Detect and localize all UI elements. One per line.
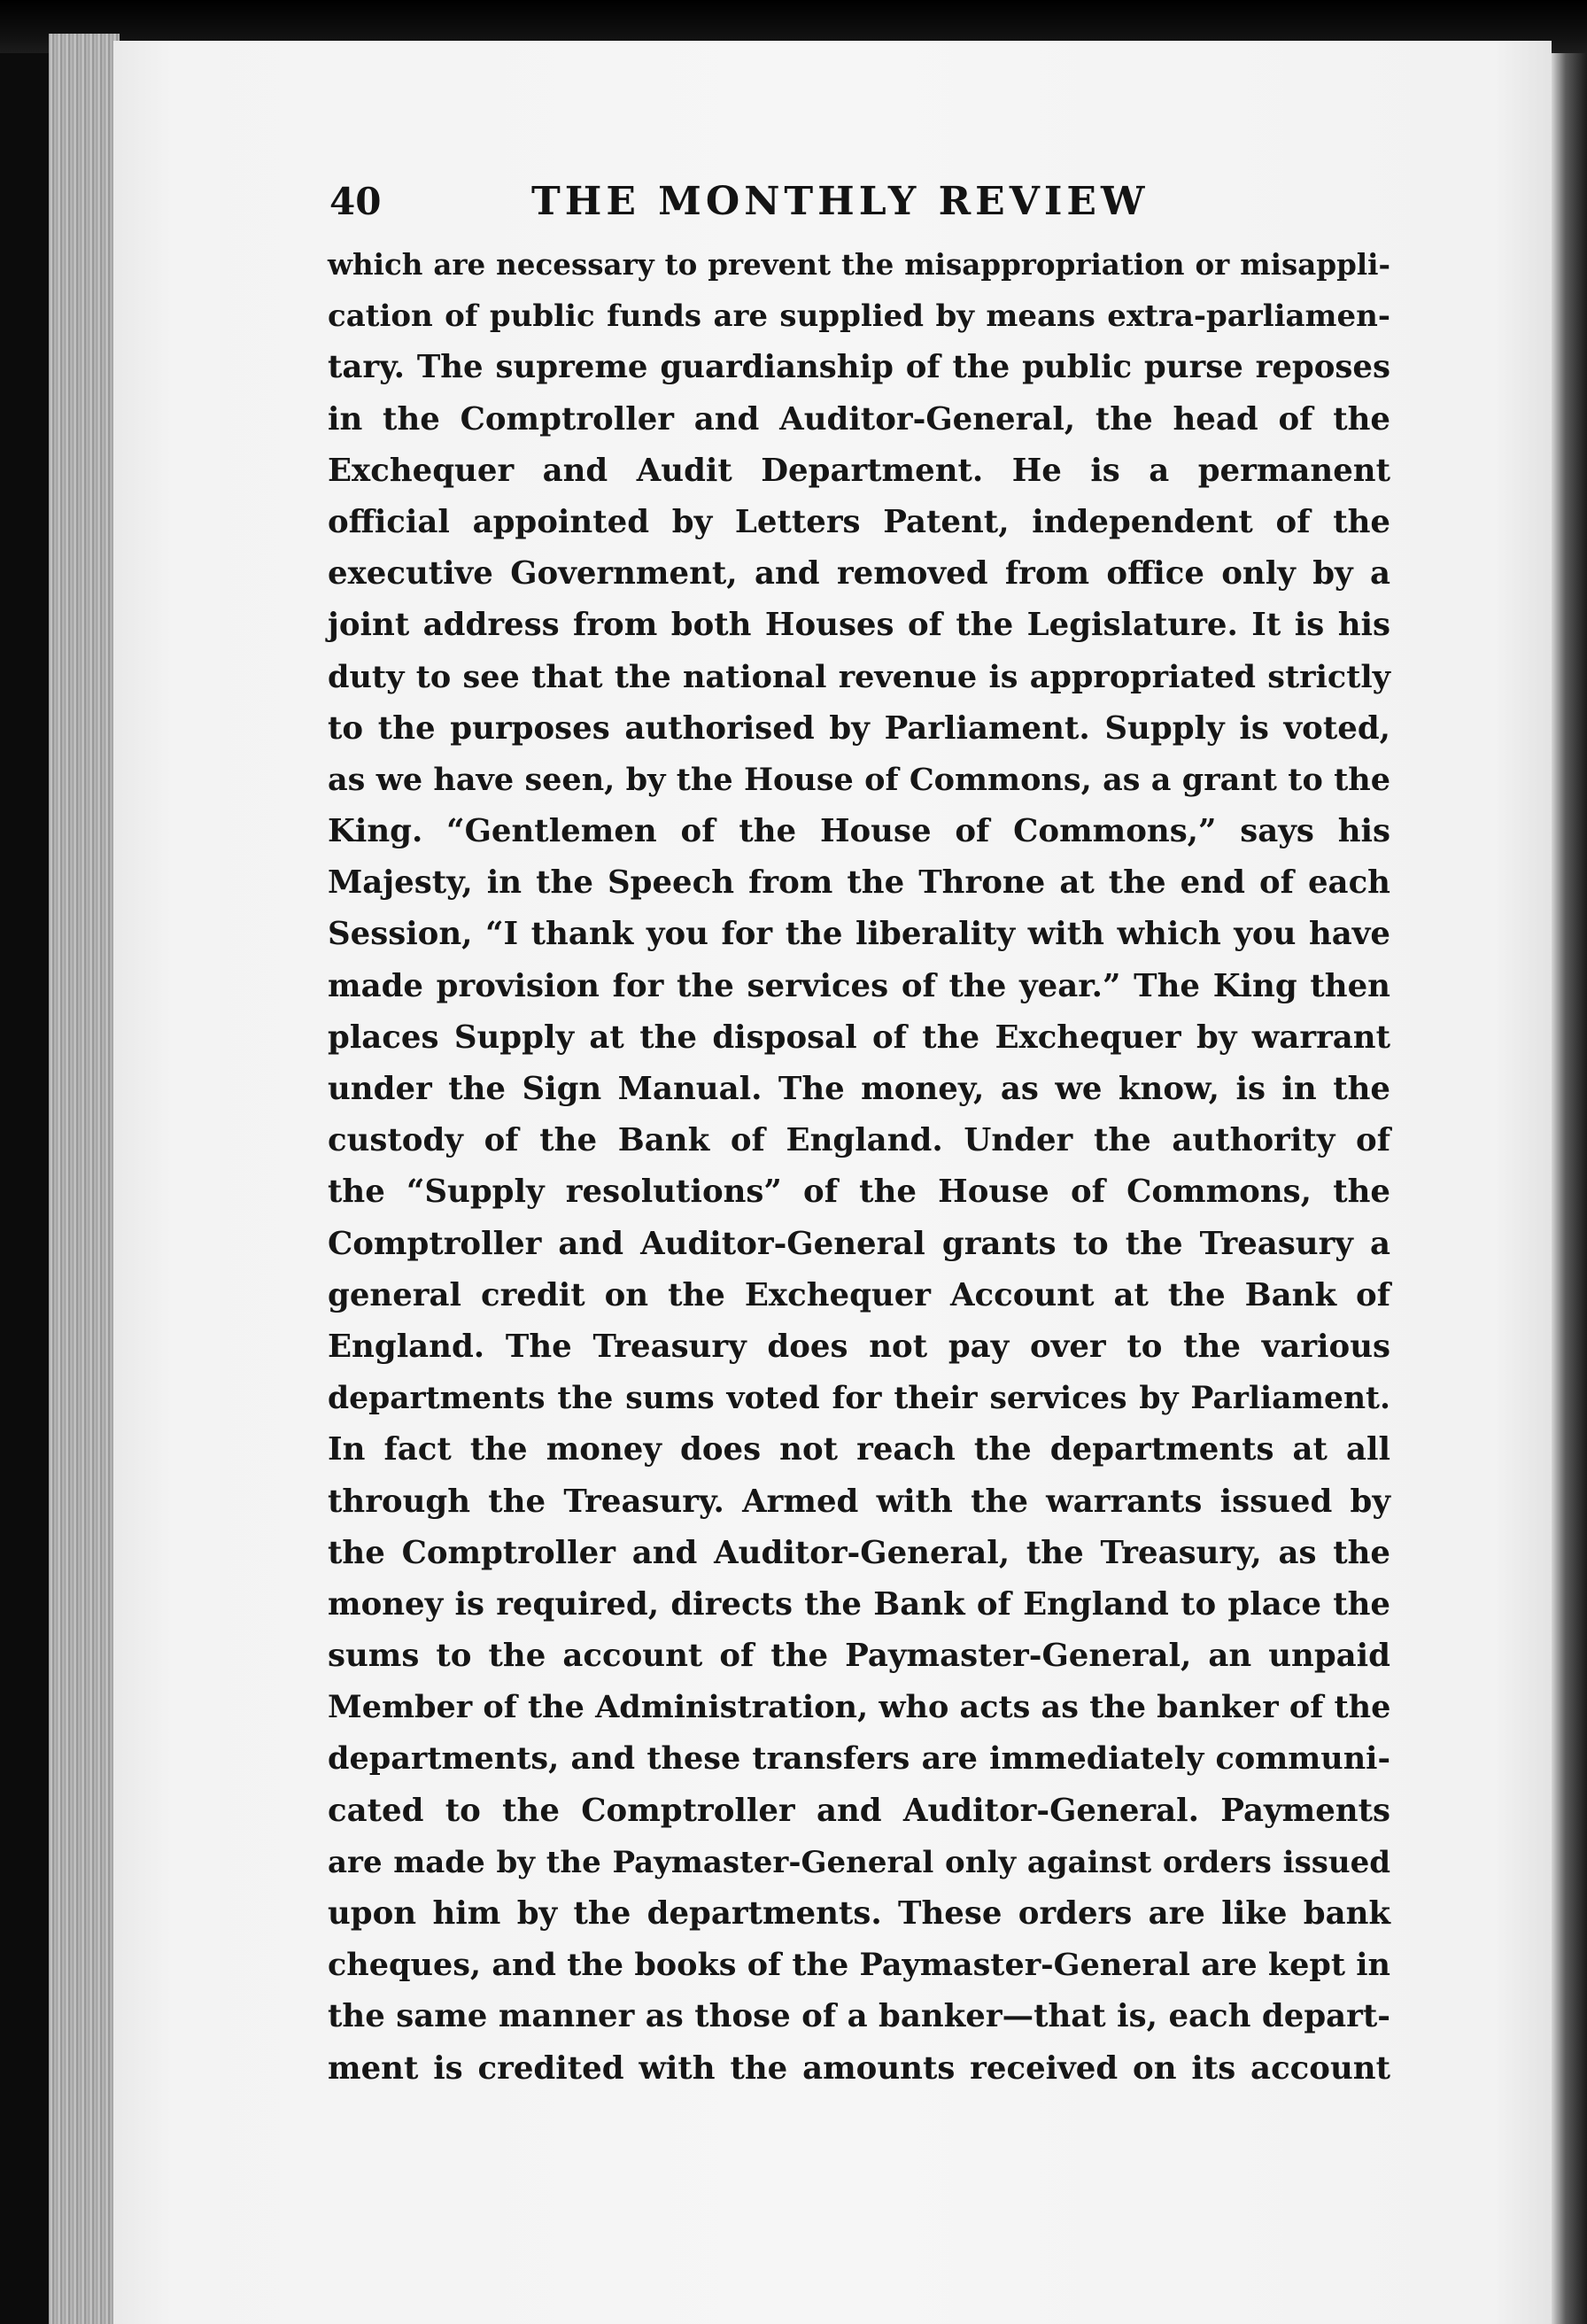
page-number: 40 — [329, 180, 382, 223]
running-head: THE MONTHLY REVIEW — [531, 179, 1150, 224]
text-line: In fact the money does not reach the departments at all — [328, 1431, 1390, 1468]
text-line: the “Supply resolutions” of the House of Commons, the — [328, 1174, 1390, 1211]
text-line: England. The Treasury does not pay over to the various — [328, 1328, 1390, 1365]
text-line: sums to the account of the Paymaster-General, an unpaid — [328, 1638, 1390, 1675]
text-line: King. “Gentlemen of the House of Commons,” says his — [328, 813, 1390, 850]
text-line: cheques, and the books of the Paymaster-General are kept in — [328, 1947, 1390, 1984]
text-line: are made by the Paymaster-General only against orders issued — [328, 1844, 1390, 1880]
text-line: the Comptroller and Auditor-General, the Treasury, as the — [328, 1534, 1390, 1571]
text-line: in the Comptroller and Auditor-General, the head of the — [328, 400, 1390, 438]
text-line: upon him by the departments. These orders are like bank — [328, 1895, 1390, 1932]
text-line: general credit on the Exchequer Account at the Bank of — [328, 1276, 1390, 1313]
text-line: joint address from both Houses of the Legislature. It is his — [328, 607, 1390, 644]
text-line: Member of the Administration, who acts as the banker of the — [328, 1689, 1391, 1726]
text-line: official appointed by Letters Patent, independent of the — [328, 503, 1390, 540]
text-line: money is required, directs the Bank of England to place the — [328, 1585, 1390, 1623]
page-header — [329, 174, 1392, 230]
text-line: through the Treasury. Armed with the warrants issued by — [328, 1483, 1390, 1520]
text-line: under the Sign Manual. The money, as we know, is in the — [328, 1071, 1390, 1107]
text-line: departments the sums voted for their services by Parliament. — [328, 1381, 1390, 1417]
text-line: tary. The supreme guardianship of the public purse reposes — [328, 349, 1390, 386]
body-text — [328, 239, 1390, 2095]
text-line: Session, “I thank you for the liberality with which you have — [328, 916, 1390, 953]
text-line: Majesty, in the Speech from the Throne at the end of each — [328, 864, 1390, 902]
text-line: as we have seen, by the House of Commons, as a grant to the — [328, 761, 1390, 798]
text-line: places Supply at the disposal of the Exchequer by warrant — [328, 1019, 1390, 1056]
text-line: to the purposes authorised by Parliament. Supply is voted, — [328, 709, 1390, 747]
book-page-edges — [49, 34, 120, 2324]
text-line: cated to the Comptroller and Auditor-General. Payments — [328, 1792, 1390, 1829]
text-line: made provision for the services of the year.” The King then — [328, 967, 1390, 1004]
scan-right-border — [1552, 53, 1587, 2324]
text-line: custody of the Bank of England. Under the authority of — [328, 1122, 1390, 1159]
text-line: executive Government, and removed from office only by a — [328, 555, 1390, 593]
text-line: duty to see that the national revenue is appropriated strictly — [328, 658, 1390, 695]
text-line: departments, and these transfers are immediately communi- — [328, 1740, 1390, 1778]
text-line: Comptroller and Auditor-General grants to the Treasury a — [328, 1225, 1390, 1262]
text-line: the same manner as those of a banker—that is, each depart- — [328, 1998, 1390, 2035]
text-line: Exchequer and Audit Department. He is a permanent — [328, 452, 1390, 489]
text-line: which are necessary to prevent the misappropriation or misappli- — [328, 247, 1390, 282]
text-line: cation of public funds are supplied by means extra-parliamen- — [328, 298, 1390, 335]
text-line: ment is credited with the amounts received on its account — [328, 2049, 1390, 2087]
